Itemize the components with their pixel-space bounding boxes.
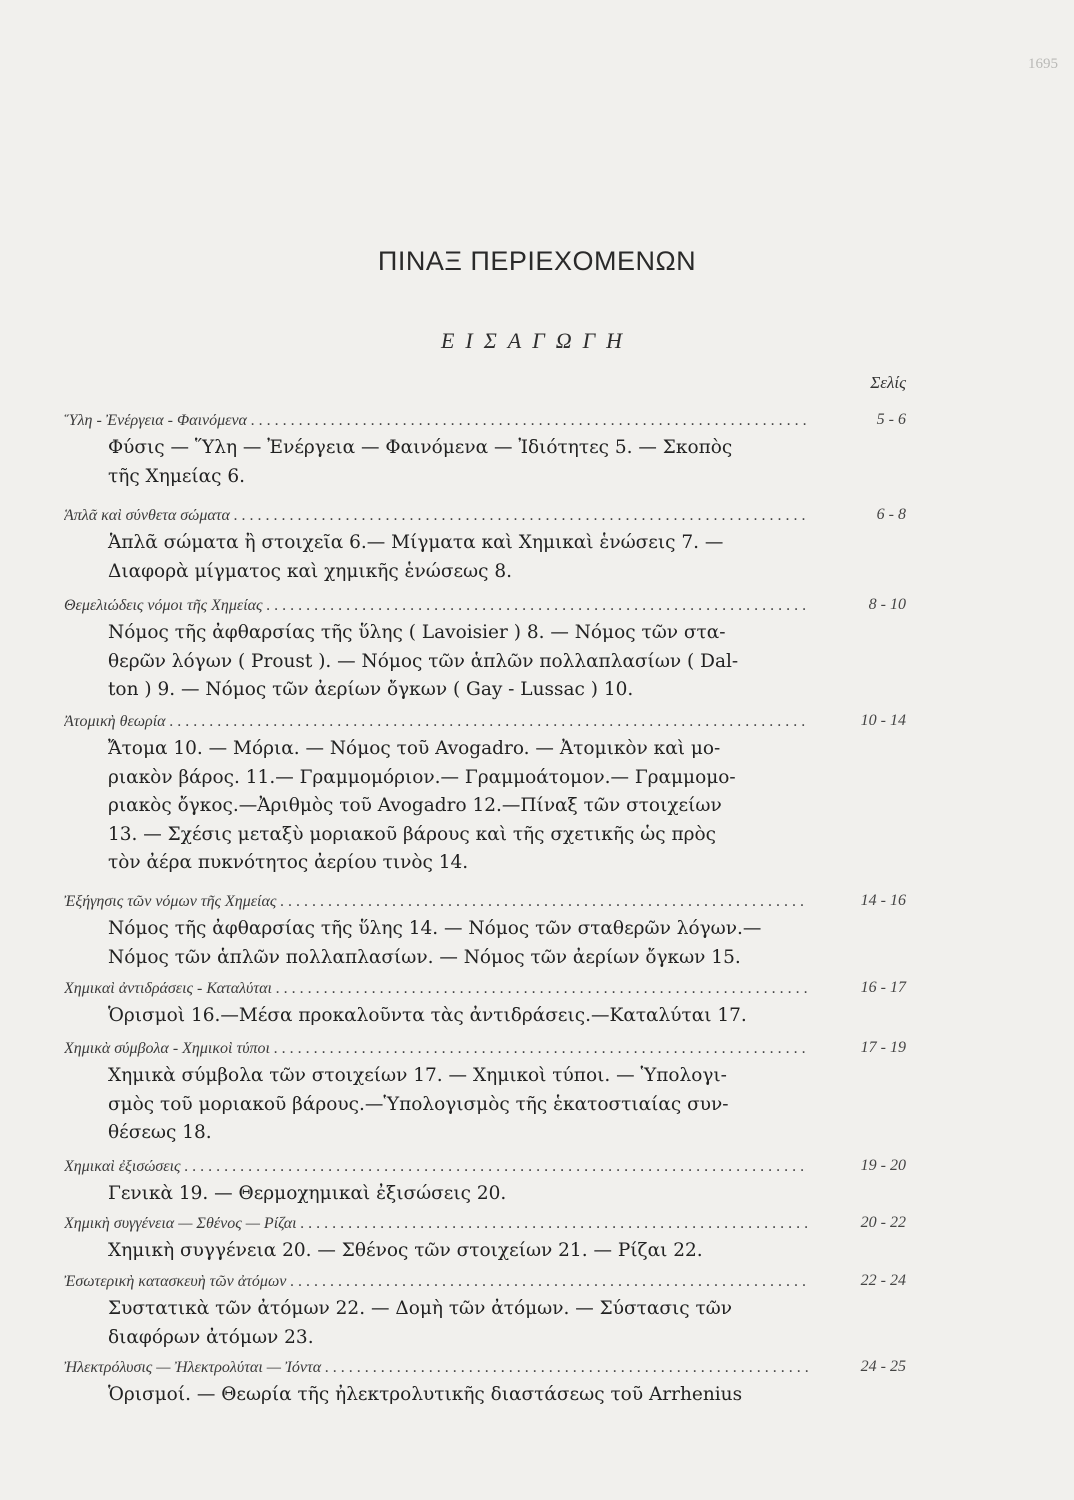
toc-entry-pages: 17 - 19 — [860, 1039, 906, 1056]
dot-leader — [301, 1215, 808, 1233]
toc-entry-title: Χημικαὶ ἐξισώσεις — [64, 1158, 181, 1175]
toc-entry-pages: 6 - 8 — [876, 506, 906, 523]
toc-entry-line: ριακὸς ὄγκος.—Ἀριθμὸς τοῦ Avogadro 12.—Πίναξ τῶν στοιχείων — [108, 795, 722, 816]
toc-entry-description — [108, 1295, 798, 1352]
toc-entry-heading — [64, 893, 808, 915]
toc-entry-heading — [64, 980, 808, 1002]
toc-entry-line: Νόμος τῆς ἀφθαρσίας τῆς ὕλης ( Lavoisier ) 8. — Νόμος τῶν στα- — [108, 622, 726, 643]
toc-entry-line: σμὸς τοῦ μοριακοῦ βάρους.—Ὑπολογισμὸς τῆς ἑκατοστιαίας συν- — [108, 1093, 729, 1115]
toc-entry-description — [108, 735, 798, 878]
dot-leader — [267, 597, 808, 615]
toc-entry-line: Ὁρισμοί. — Θεωρία τῆς ἠλεκτρολυτικῆς διαστάσεως τοῦ Arrhenius — [108, 1384, 743, 1405]
toc-entry-description — [108, 1180, 798, 1209]
toc-entry-line: θερῶν λόγων ( Proust ). — Νόμος τῶν ἁπλῶν πολλαπλασίων ( Dal- — [108, 650, 739, 672]
toc-entry-description — [108, 619, 798, 705]
toc-entry-pages: 8 - 10 — [868, 596, 906, 613]
toc-entry-title: Χημικὰ σύμβολα - Χημικοὶ τύποι — [64, 1040, 270, 1057]
toc-entry-line: Διαφορὰ μίγματος καὶ χημικῆς ἑνώσεως 8. — [108, 560, 513, 582]
toc-entry-title: Χημικὴ συγγένεια — Σθένος — Ρίζαι — [64, 1215, 297, 1232]
toc-entry-line: Ἄτομα 10. — Μόρια. — Νόμος τοῦ Avogadro. — Ἀτομικὸν καὶ μο- — [108, 738, 721, 759]
dot-leader — [234, 507, 808, 525]
toc-entry-line: Χημικὴ συγγένεια 20. — Σθένος τῶν στοιχείων 21. — Ρίζαι 22. — [108, 1240, 703, 1261]
toc-entry-heading — [64, 412, 808, 434]
toc-entry-description — [108, 1237, 798, 1266]
toc-entry-description — [108, 434, 798, 491]
page-title: ΠΙΝΑΞ ΠΕΡΙΕΧΟΜΕΝΩΝ — [377, 246, 697, 276]
toc-entry-line: Νόμος τῶν ἁπλῶν πολλαπλασίων. — Νόμος τῶν ἀερίων ὄγκων 15. — [108, 946, 741, 968]
toc-entry-description — [108, 1002, 798, 1031]
toc-entry-title: Ὕλη - Ἐνέργεια - Φαινόμενα — [64, 412, 247, 429]
toc-entry-line: τῆς Χημείας 6. — [108, 465, 246, 487]
toc-entry-heading — [64, 1158, 808, 1180]
toc-entry-line: Νόμος τῆς ἀφθαρσίας τῆς ὕλης 14. — Νόμος τῶν σταθερῶν λόγων.— — [108, 918, 762, 939]
toc-entry-title: Χημικαὶ ἀντιδράσεις - Καταλύται — [64, 980, 272, 997]
toc-entry-line: τὸν ἀέρα πυκνότητος ἀερίου τινὸς 14. — [108, 852, 469, 873]
toc-entry-title: Ἠλεκτρόλυσις — Ἠλεκτρολύται — Ἰόντα — [64, 1359, 322, 1376]
page-number: 1695 — [1028, 56, 1058, 72]
toc-entry-title: Ἀτομικὴ θεωρία — [64, 713, 166, 730]
toc-entry-line: θέσεως 18. — [108, 1122, 212, 1143]
toc-entry-line: Φύσις — Ὕλη — Ἐνέργεια — Φαινόμενα — Ἰδιότητες 5. — Σκοπὸς — [108, 437, 733, 458]
dot-leader — [280, 893, 808, 911]
toc-entry-pages: 14 - 16 — [860, 892, 906, 909]
toc-entry-heading — [64, 713, 808, 735]
toc-entry-title: Ἐσωτερικὴ κατασκευὴ τῶν ἀτόμων — [64, 1273, 287, 1290]
toc-entry-heading — [64, 1215, 808, 1237]
toc-entry-line: ριακὸν βάρος. 11.— Γραμμομόριον.— Γραμμοάτομον.— Γραμμομο- — [108, 766, 736, 788]
toc-entry-description — [108, 915, 798, 972]
toc-entry-description — [108, 1062, 798, 1148]
dot-leader — [290, 1273, 808, 1291]
toc-entry-line: 13. — Σχέσις μεταξὺ μοριακοῦ βάρους καὶ τῆς σχετικῆς ὡς πρὸς — [108, 823, 717, 845]
toc-entry-description — [108, 1381, 798, 1410]
toc-entry-heading — [64, 507, 808, 529]
toc-entry-pages: 22 - 24 — [860, 1272, 906, 1289]
toc-entry-pages: 5 - 6 — [876, 411, 906, 428]
toc-entry-line: Ἁπλᾶ σώματα ἢ στοιχεῖα 6.— Μίγματα καὶ Χημικαὶ ἑνώσεις 7. — — [108, 532, 724, 553]
dot-leader — [276, 980, 808, 998]
toc-entry-title: Ἐξήγησις τῶν νόμων τῆς Χημείας — [64, 893, 277, 910]
toc-entry-heading — [64, 1273, 808, 1295]
toc-entry-heading — [64, 597, 808, 619]
toc-entry-heading — [64, 1359, 808, 1381]
toc-entry-title: Θεμελιώδεις νόμοι τῆς Χημείας — [64, 597, 263, 614]
toc-entry-line: ton ) 9. — Νόμος τῶν ἀερίων ὄγκων ( Gay - Lussac ) 10. — [108, 679, 634, 700]
dot-leader — [170, 713, 808, 731]
page-column-header: Σελίς — [870, 373, 906, 392]
dot-leader — [251, 412, 808, 430]
toc-entry-line: διαφόρων ἀτόμων 23. — [108, 1326, 314, 1348]
toc-entry-line: Συστατικὰ τῶν ἀτόμων 22. — Δομὴ τῶν ἀτόμων. — Σύστασις τῶν — [108, 1298, 733, 1319]
toc-entry-pages: 19 - 20 — [860, 1157, 906, 1174]
dot-leader — [185, 1158, 809, 1176]
toc-entry-pages: 24 - 25 — [860, 1358, 906, 1375]
section-title: ΕΙΣΑΓΩΓΗ — [440, 328, 634, 353]
toc-entry-line: Ὁρισμοὶ 16.—Μέσα προκαλοῦντα τὰς ἀντιδράσεις.—Καταλύται 17. — [108, 1005, 747, 1026]
toc-entry-line: Γενικὰ 19. — Θερμοχημικαὶ ἐξισώσεις 20. — [108, 1183, 507, 1204]
toc-entry-title: Ἁπλᾶ καὶ σύνθετα σώματα — [64, 507, 230, 524]
dot-leader — [325, 1359, 808, 1377]
dot-leader — [274, 1040, 808, 1058]
toc-entry-line: Χημικὰ σύμβολα τῶν στοιχείων 17. — Χημικοὶ τύποι. — Ὑπολογι- — [108, 1065, 727, 1086]
toc-entry-heading — [64, 1040, 808, 1062]
toc-entry-description — [108, 529, 798, 586]
toc-entry-pages: 10 - 14 — [860, 712, 906, 729]
toc-entry-pages: 20 - 22 — [860, 1214, 906, 1231]
toc-entry-pages: 16 - 17 — [860, 979, 906, 996]
